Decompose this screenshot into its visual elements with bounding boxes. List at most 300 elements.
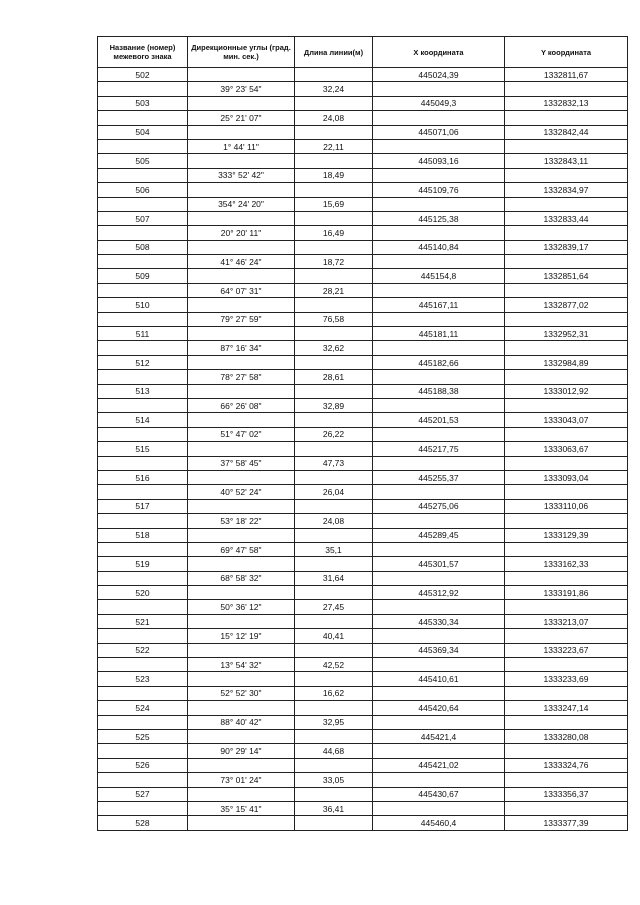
segment-row	[98, 600, 628, 614]
direction-angle: 87° 16' 34"	[188, 341, 295, 355]
direction-angle: 25° 21' 07"	[188, 111, 295, 125]
y-coordinate: 1332832,13	[505, 96, 628, 110]
empty-cell	[98, 485, 188, 499]
point-row	[98, 557, 628, 571]
empty-cell	[98, 571, 188, 585]
segment-row	[98, 715, 628, 729]
empty-cell	[98, 715, 188, 729]
empty-cell	[98, 398, 188, 412]
empty-cell	[295, 240, 373, 254]
y-coordinate: 1333247,14	[505, 701, 628, 715]
direction-angle: 53° 18' 22"	[188, 514, 295, 528]
empty-cell	[98, 82, 188, 96]
empty-cell	[295, 816, 373, 830]
empty-cell	[295, 355, 373, 369]
line-length: 32,24	[295, 82, 373, 96]
line-length: 36,41	[295, 801, 373, 815]
segment-row	[98, 571, 628, 585]
point-name: 516	[98, 470, 188, 484]
empty-cell	[505, 111, 628, 125]
point-row	[98, 355, 628, 369]
empty-cell	[188, 470, 295, 484]
empty-cell	[505, 341, 628, 355]
x-coordinate: 445289,45	[373, 528, 505, 542]
empty-cell	[373, 514, 505, 528]
empty-cell	[373, 456, 505, 470]
point-row	[98, 442, 628, 456]
direction-angle: 79° 27' 59"	[188, 312, 295, 326]
direction-angle: 35° 15' 41"	[188, 801, 295, 815]
empty-cell	[98, 744, 188, 758]
empty-cell	[295, 125, 373, 139]
direction-angle: 66° 26' 08"	[188, 398, 295, 412]
direction-angle: 78° 27' 58"	[188, 370, 295, 384]
segment-row	[98, 111, 628, 125]
x-coordinate: 445217,75	[373, 442, 505, 456]
line-length: 24,08	[295, 514, 373, 528]
empty-cell	[188, 787, 295, 801]
empty-cell	[98, 312, 188, 326]
x-coordinate: 445421,4	[373, 729, 505, 743]
empty-cell	[188, 758, 295, 772]
empty-cell	[188, 384, 295, 398]
empty-cell	[295, 557, 373, 571]
point-row	[98, 240, 628, 254]
empty-cell	[505, 255, 628, 269]
line-length: 18,72	[295, 255, 373, 269]
direction-angle: 50° 36' 12"	[188, 600, 295, 614]
empty-cell	[505, 197, 628, 211]
y-coordinate: 1332811,67	[505, 68, 628, 82]
empty-cell	[188, 586, 295, 600]
x-coordinate: 445301,57	[373, 557, 505, 571]
empty-cell	[295, 327, 373, 341]
empty-cell	[98, 629, 188, 643]
empty-cell	[505, 485, 628, 499]
y-coordinate: 1333129,39	[505, 528, 628, 542]
empty-cell	[295, 787, 373, 801]
empty-cell	[188, 643, 295, 657]
empty-cell	[505, 168, 628, 182]
header-point-name: Название (номер) межевого знака	[98, 37, 188, 68]
empty-cell	[373, 398, 505, 412]
point-row	[98, 125, 628, 139]
segment-row	[98, 801, 628, 815]
x-coordinate: 445312,92	[373, 586, 505, 600]
point-name: 514	[98, 413, 188, 427]
empty-cell	[188, 413, 295, 427]
empty-cell	[295, 528, 373, 542]
empty-cell	[505, 571, 628, 585]
point-name: 525	[98, 729, 188, 743]
empty-cell	[188, 528, 295, 542]
point-name: 503	[98, 96, 188, 110]
direction-angle: 13° 54' 32"	[188, 658, 295, 672]
empty-cell	[188, 355, 295, 369]
y-coordinate: 1333093,04	[505, 470, 628, 484]
empty-cell	[295, 298, 373, 312]
x-coordinate: 445182,66	[373, 355, 505, 369]
empty-cell	[98, 658, 188, 672]
point-name: 507	[98, 211, 188, 225]
empty-cell	[373, 255, 505, 269]
empty-cell	[188, 183, 295, 197]
empty-cell	[373, 427, 505, 441]
table-body	[98, 68, 628, 831]
segment-row	[98, 629, 628, 643]
direction-angle: 69° 47' 58"	[188, 542, 295, 556]
x-coordinate: 445071,06	[373, 125, 505, 139]
segment-row	[98, 312, 628, 326]
line-length: 35,1	[295, 542, 373, 556]
y-coordinate: 1332952,31	[505, 327, 628, 341]
empty-cell	[505, 715, 628, 729]
line-length: 16,49	[295, 226, 373, 240]
point-row	[98, 68, 628, 82]
point-name: 523	[98, 672, 188, 686]
empty-cell	[373, 312, 505, 326]
y-coordinate: 1333043,07	[505, 413, 628, 427]
point-row	[98, 269, 628, 283]
y-coordinate: 1333280,08	[505, 729, 628, 743]
point-name: 511	[98, 327, 188, 341]
x-coordinate: 445167,11	[373, 298, 505, 312]
direction-angle: 51° 47' 02"	[188, 427, 295, 441]
point-name: 520	[98, 586, 188, 600]
empty-cell	[373, 197, 505, 211]
line-length: 32,89	[295, 398, 373, 412]
empty-cell	[373, 111, 505, 125]
segment-row	[98, 226, 628, 240]
empty-cell	[295, 729, 373, 743]
empty-cell	[98, 686, 188, 700]
y-coordinate: 1333324,76	[505, 758, 628, 772]
point-row	[98, 614, 628, 628]
x-coordinate: 445140,84	[373, 240, 505, 254]
direction-angle: 90° 29' 14"	[188, 744, 295, 758]
segment-row	[98, 139, 628, 153]
empty-cell	[188, 96, 295, 110]
empty-cell	[373, 658, 505, 672]
x-coordinate: 445420,64	[373, 701, 505, 715]
empty-cell	[373, 370, 505, 384]
empty-cell	[505, 370, 628, 384]
empty-cell	[188, 614, 295, 628]
segment-row	[98, 514, 628, 528]
empty-cell	[188, 499, 295, 513]
x-coordinate: 445369,34	[373, 643, 505, 657]
empty-cell	[505, 82, 628, 96]
line-length: 26,04	[295, 485, 373, 499]
empty-cell	[505, 542, 628, 556]
empty-cell	[98, 542, 188, 556]
empty-cell	[295, 68, 373, 82]
point-row	[98, 672, 628, 686]
y-coordinate: 1332842,44	[505, 125, 628, 139]
y-coordinate: 1332984,89	[505, 355, 628, 369]
direction-angle: 37° 58' 45"	[188, 456, 295, 470]
empty-cell	[98, 427, 188, 441]
line-length: 28,61	[295, 370, 373, 384]
y-coordinate: 1332843,11	[505, 154, 628, 168]
x-coordinate: 445188,38	[373, 384, 505, 398]
segment-row	[98, 773, 628, 787]
direction-angle: 73° 01' 24"	[188, 773, 295, 787]
segment-row	[98, 197, 628, 211]
line-length: 47,73	[295, 456, 373, 470]
empty-cell	[98, 283, 188, 297]
line-length: 42,52	[295, 658, 373, 672]
point-row	[98, 787, 628, 801]
empty-cell	[188, 672, 295, 686]
x-coordinate: 445181,11	[373, 327, 505, 341]
y-coordinate: 1332851,64	[505, 269, 628, 283]
y-coordinate: 1333223,67	[505, 643, 628, 657]
segment-row	[98, 427, 628, 441]
empty-cell	[505, 456, 628, 470]
point-name: 502	[98, 68, 188, 82]
point-row	[98, 470, 628, 484]
direction-angle: 64° 07' 31"	[188, 283, 295, 297]
direction-angle: 20° 20' 11"	[188, 226, 295, 240]
point-row	[98, 96, 628, 110]
line-length: 15,69	[295, 197, 373, 211]
point-name: 524	[98, 701, 188, 715]
empty-cell	[295, 96, 373, 110]
point-row	[98, 298, 628, 312]
empty-cell	[98, 139, 188, 153]
segment-row	[98, 341, 628, 355]
empty-cell	[188, 442, 295, 456]
y-coordinate: 1333213,07	[505, 614, 628, 628]
segment-row	[98, 255, 628, 269]
segment-row	[98, 168, 628, 182]
direction-angle: 333° 52' 42"	[188, 168, 295, 182]
empty-cell	[98, 514, 188, 528]
point-row	[98, 384, 628, 398]
x-coordinate: 445410,61	[373, 672, 505, 686]
segment-row	[98, 82, 628, 96]
line-length: 24,08	[295, 111, 373, 125]
y-coordinate: 1332877,02	[505, 298, 628, 312]
direction-angle: 40° 52' 24"	[188, 485, 295, 499]
empty-cell	[98, 600, 188, 614]
empty-cell	[373, 226, 505, 240]
y-coordinate: 1333063,67	[505, 442, 628, 456]
empty-cell	[505, 283, 628, 297]
direction-angle: 88° 40' 42"	[188, 715, 295, 729]
y-coordinate: 1332833,44	[505, 211, 628, 225]
empty-cell	[505, 427, 628, 441]
point-row	[98, 183, 628, 197]
point-name: 508	[98, 240, 188, 254]
empty-cell	[98, 226, 188, 240]
y-coordinate: 1333162,33	[505, 557, 628, 571]
point-row	[98, 499, 628, 513]
empty-cell	[295, 586, 373, 600]
empty-cell	[295, 183, 373, 197]
empty-cell	[505, 226, 628, 240]
segment-row	[98, 542, 628, 556]
y-coordinate: 1333377,39	[505, 816, 628, 830]
coordinates-table	[97, 36, 628, 831]
empty-cell	[98, 773, 188, 787]
y-coordinate: 1333356,37	[505, 787, 628, 801]
empty-cell	[295, 758, 373, 772]
segment-row	[98, 658, 628, 672]
empty-cell	[98, 370, 188, 384]
empty-cell	[373, 600, 505, 614]
empty-cell	[373, 168, 505, 182]
empty-cell	[188, 557, 295, 571]
empty-cell	[188, 154, 295, 168]
empty-cell	[373, 485, 505, 499]
line-length: 28,21	[295, 283, 373, 297]
header-y-coordinate: Y координата	[505, 37, 628, 68]
line-length: 32,62	[295, 341, 373, 355]
y-coordinate: 1333012,92	[505, 384, 628, 398]
empty-cell	[373, 283, 505, 297]
direction-angle: 68° 58' 32"	[188, 571, 295, 585]
point-name: 510	[98, 298, 188, 312]
segment-row	[98, 686, 628, 700]
empty-cell	[188, 701, 295, 715]
empty-cell	[188, 240, 295, 254]
segment-row	[98, 485, 628, 499]
point-row	[98, 643, 628, 657]
point-row	[98, 413, 628, 427]
point-row	[98, 154, 628, 168]
x-coordinate: 445049,3	[373, 96, 505, 110]
empty-cell	[188, 125, 295, 139]
empty-cell	[505, 658, 628, 672]
point-name: 506	[98, 183, 188, 197]
empty-cell	[98, 456, 188, 470]
empty-cell	[373, 629, 505, 643]
y-coordinate: 1332834,97	[505, 183, 628, 197]
empty-cell	[295, 413, 373, 427]
empty-cell	[373, 341, 505, 355]
empty-cell	[505, 629, 628, 643]
empty-cell	[505, 312, 628, 326]
empty-cell	[373, 744, 505, 758]
x-coordinate: 445421,02	[373, 758, 505, 772]
direction-angle: 39° 23' 54"	[188, 82, 295, 96]
x-coordinate: 445460,4	[373, 816, 505, 830]
empty-cell	[188, 68, 295, 82]
empty-cell	[373, 82, 505, 96]
point-name: 518	[98, 528, 188, 542]
empty-cell	[373, 715, 505, 729]
empty-cell	[295, 499, 373, 513]
empty-cell	[188, 211, 295, 225]
line-length: 16,62	[295, 686, 373, 700]
point-row	[98, 701, 628, 715]
line-length: 31,64	[295, 571, 373, 585]
empty-cell	[295, 701, 373, 715]
point-name: 509	[98, 269, 188, 283]
empty-cell	[188, 269, 295, 283]
segment-row	[98, 456, 628, 470]
empty-cell	[373, 571, 505, 585]
segment-row	[98, 283, 628, 297]
point-name: 526	[98, 758, 188, 772]
empty-cell	[295, 672, 373, 686]
line-length: 40,41	[295, 629, 373, 643]
empty-cell	[505, 773, 628, 787]
line-length: 33,05	[295, 773, 373, 787]
empty-cell	[188, 816, 295, 830]
point-name: 505	[98, 154, 188, 168]
empty-cell	[98, 168, 188, 182]
segment-row	[98, 744, 628, 758]
empty-cell	[505, 600, 628, 614]
empty-cell	[295, 154, 373, 168]
point-name: 519	[98, 557, 188, 571]
line-length: 27,45	[295, 600, 373, 614]
empty-cell	[295, 643, 373, 657]
point-row	[98, 586, 628, 600]
empty-cell	[295, 384, 373, 398]
empty-cell	[505, 801, 628, 815]
empty-cell	[505, 686, 628, 700]
direction-angle: 354° 24' 20"	[188, 197, 295, 211]
direction-angle: 15° 12' 19"	[188, 629, 295, 643]
point-name: 504	[98, 125, 188, 139]
point-name: 512	[98, 355, 188, 369]
empty-cell	[188, 298, 295, 312]
empty-cell	[98, 255, 188, 269]
line-length: 22,11	[295, 139, 373, 153]
y-coordinate: 1333191,86	[505, 586, 628, 600]
point-row	[98, 528, 628, 542]
line-length: 18,49	[295, 168, 373, 182]
point-row	[98, 729, 628, 743]
x-coordinate: 445093,16	[373, 154, 505, 168]
empty-cell	[295, 269, 373, 283]
empty-cell	[505, 514, 628, 528]
point-name: 522	[98, 643, 188, 657]
line-length: 26,22	[295, 427, 373, 441]
x-coordinate: 445430,67	[373, 787, 505, 801]
direction-angle: 1° 44' 11"	[188, 139, 295, 153]
line-length: 76,58	[295, 312, 373, 326]
point-name: 527	[98, 787, 188, 801]
empty-cell	[373, 139, 505, 153]
x-coordinate: 445024,39	[373, 68, 505, 82]
point-name: 517	[98, 499, 188, 513]
empty-cell	[295, 442, 373, 456]
header-direction-angle: Дирекционные углы (град. мин. сек.)	[188, 37, 295, 68]
empty-cell	[505, 398, 628, 412]
empty-cell	[505, 139, 628, 153]
line-length: 44,68	[295, 744, 373, 758]
table-header-row	[98, 37, 628, 68]
point-row	[98, 327, 628, 341]
empty-cell	[188, 327, 295, 341]
empty-cell	[98, 341, 188, 355]
empty-cell	[188, 729, 295, 743]
point-name: 515	[98, 442, 188, 456]
empty-cell	[98, 111, 188, 125]
y-coordinate: 1332839,17	[505, 240, 628, 254]
point-name: 513	[98, 384, 188, 398]
x-coordinate: 445154,8	[373, 269, 505, 283]
point-name: 528	[98, 816, 188, 830]
point-row	[98, 211, 628, 225]
empty-cell	[373, 686, 505, 700]
x-coordinate: 445201,53	[373, 413, 505, 427]
